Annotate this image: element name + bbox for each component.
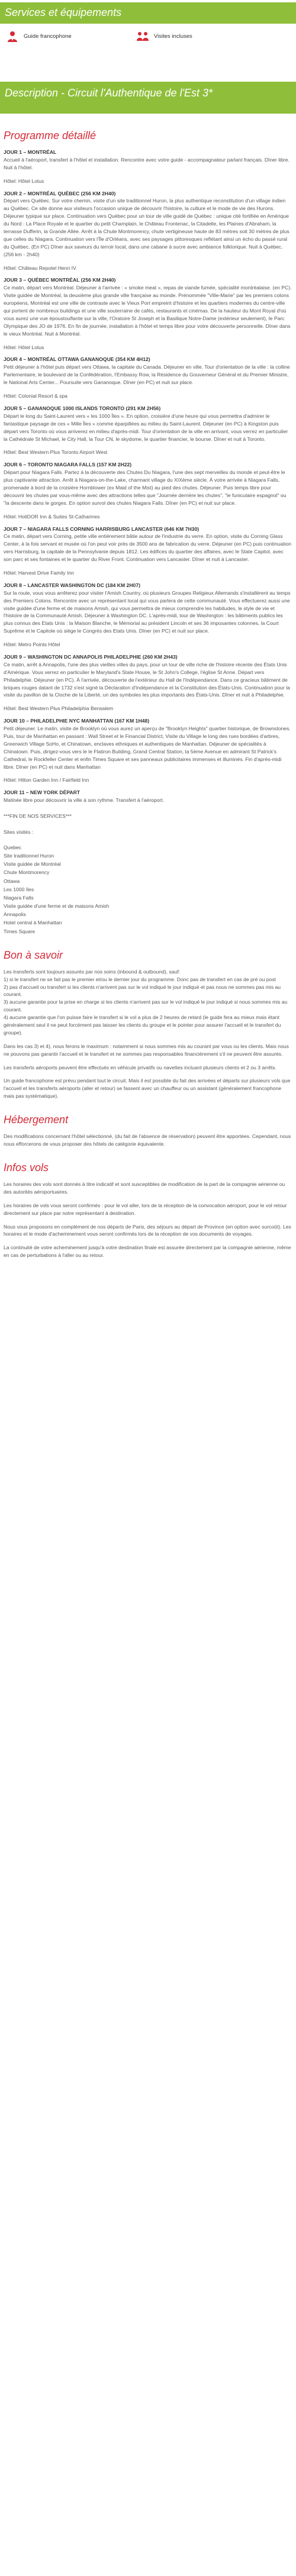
infos-vols-paragraph: Les horaires des vols sont donnés à titre indicatif et sont susceptibles de modification de la part de la compagnie aérienne ou des autorités aéroportuaires. [4, 1181, 285, 1195]
infos-vols-title: Infos vols [4, 1161, 49, 1173]
bon-a-savoir-line: 2) pas d'accueil ou transfert si les clients n'arrivent pas sur le vol indiqué le jour indiqué et pas nous ne sommes pas mis au courant. [4, 984, 281, 998]
day-title: JOUR 10 – PHILADELPHIE NYC MANHATTAN (167 KM 1H48) [4, 718, 150, 724]
bon-a-savoir-paragraph [4, 968, 292, 1037]
site-item: Times Square [4, 928, 36, 934]
site-item: Hotel central à Manhattan [4, 920, 62, 926]
features-row [0, 25, 296, 49]
infos-vols-paragraph: Nous vous proposons en complément de nos départs de Paris, des séjours au départ de Province (en option avec surcoût). Les horaires et le mode d'acheminement vous seront confirmés lors de la réception de vos documents de voyages. [4, 1223, 291, 1237]
day-text: Sur la route, vous vous arrêterez pour visiter l'Amish Country, où plusieurs Groupes Religieux Allemands s'installèrent au temps des Premiers Colons. Rencontre avec un représentant local qui vous parlera de cette communauté. Vous effectuerez aussi une visite guidée d'une ferme et de maisons Amish, qui vous permettra de mieux comprendre les habitudes, le style de vie et l'histoire de la Communauté Amish. Déjeuner à Washington DC. L'après-midi, tour de Washington : les bâtiments publics les plus connus des Etats Unis : la Maison Blanche, le Mémorial au président Lincoln et ses 36 imposantes colonnes, la Court Suprême et le Capitole où siège le Congrès des Etats Unis. Dîner (en PC) et nuit sur place. [4, 589, 291, 634]
day-text: Accueil à l'aéroport, transfert à l'hôtel et installation. Rencontre avec votre guide - accompagnateur parlant français. Dîner libre. Nuit à l'hôtel. [4, 156, 289, 170]
day-text: Petit déjeuner. Le matin, visite de Brooklyn où vous aurez un aperçu de "Brooklyn Heights" quartier historique, de Brownstones. Puis, tour de Manhattan en passant : Wall Street et le Financial District, Visite du Village le long des rues bordées d'arbres, Greenwich Village SoHo, et Chinatown, enclaves ethniques et authentiques de Manhattan. Déjeuner de spécialités à Chinatown. Puis, dirigez-vous vers le le Flatiron Building, Grand Central Station, la 5ème Avenue en admirant St Patrick's Cathedral, le Rockfeller Center et enfin Times Square et ses panneaux publicitaires immenses et illuminés. Fin d'après-midi libre. Dîner (en PC) et nuit dans Manhattan [4, 726, 291, 770]
site-item: Quebec [4, 844, 22, 850]
day-text: Ce matin, arrêt à Annapolis, l'une des plus vieilles villes du pays, pour un tour de ville riche de l'histoire récente des États Unis d'Amérique. Vous verrez en particulier le Maryland's State House, le St John's College, l'église St Anne. Départ vers Philadelphie. Déjeuner (en PC). À l'arrivée, découverte de l'extérieur du Hall de l'Indépendance. Dans ce gracieux bâtiment de briques rouges datant de 1732 s'est signé la Déclaration d'Indépendance et la Constitution des États-Unis. Continuation pour la visite du pavillon de la Cloche de la Liberté, un des symboles les plus importants des États-Unis. Dîner et nuit à Philadelphie. [4, 661, 290, 698]
sites-list [4, 843, 292, 936]
infos-vols-paragraph: La continuité de votre acheminement jusqu'à votre destination finale est assurée directement par la compagnie aérienne, même en cas de perturbations à l'aller ou au retour. [4, 1245, 291, 1259]
bon-a-savoir-paragraph [4, 1064, 292, 1072]
site-item: Chute Montmorency [4, 869, 50, 876]
day-text: Ce matin, départ vers Corning, petite ville entièrement bâtie autour de l'industrie du verre. En option, visite du Corning Glass Center, à la fois servant et musée où l'on peut voir près de 3500 ans de fabrication du verre. Déjeuner (en PC) puis continuation vers Harrisburg, la capitale de la Pennsylvanie depuis 1812. Les édifices du quartier des affaires, avec le State Capitol, avec son parc et ses fontaines et le quartier du River Front. Continuation vers Lancaster. Dîner et nuit à Lancaster. [4, 533, 292, 563]
program-title: Programme détaillé [4, 130, 96, 141]
infos-vols-body [4, 1181, 292, 1259]
site-item: Ottawa [4, 878, 20, 884]
day-hotel: Hôtel: Best Western Plus Philadelphia Bensalem [4, 705, 114, 712]
content [0, 128, 296, 1259]
day-hotel: Hôtel: HoliDOR Inn & Suites St-Catharines [4, 513, 100, 520]
day-title: JOUR 2 – MONTRÉAL QUÉBEC (256 KM 2H40) [4, 190, 116, 196]
day-section [4, 525, 292, 577]
day-text: Ce matin, départ vers Montréal. Déjeuner à l'arrivée : « smoke meat », repas de viande fumée, spécialité montréalaise. (en PC). Visite guidée de Montréal, la deuxième plus grande ville française au monde. Prénommée "Ville-Marie" par les premiers colons européens, Montréal est une ville de contraste avec le Vieux Port empreint d'histoire et les quartiers modernes du centre-ville qui portent de nombreux buildings et une ville souterraine de cafés, restaurants et cinémas. De la hauteur du Mont Royal d'où vous aurez une vue époustouflante sur la ville, l'Oratoire St Joseph et la Basilique Notre-Dame (extérieur seulement), le Parc Olympique des JO de 1976. En fin de journée, installation à l'hôtel et temps libre pour votre découverte personnelle. Dîner dans le vieux Montréal. Nuit à Montréal. [4, 285, 292, 337]
description-banner [0, 82, 296, 114]
day-title: JOUR 6 – TORONTO NIAGARA FALLS (157 KM 2H22) [4, 462, 132, 468]
bon-a-savoir-line: Les transferts sont toujours assurés par nos soins (inbound & outbound), sauf: [4, 968, 181, 975]
day-hotel: Hôtel: Harvest Drive Family Inn [4, 569, 74, 576]
bon-a-savoir-line: Un guide francophone est prévu pendant tout le circuit. Mais il est possible du fait des arrivées et départs sur plusieurs vols que l'accueil et les transferts aéroports (aller et retour) se fassent avec un chauffeur ou un assistant (généralement francophone mais pas systématique). [4, 1078, 291, 1100]
day-hotel: Hôtel: Hôtel Lotus [4, 178, 44, 184]
day-hotel: Hôtel: Metro Points Hôtel [4, 641, 60, 648]
description-title: Description - Circuit l'Authentique de l'Est 3* [5, 87, 213, 99]
feature-guide [6, 30, 124, 43]
page [0, 0, 296, 1259]
day-section [4, 276, 292, 351]
day-title: JOUR 3 – QUÉBEC MONTRÉAL (256 KM 2H40) [4, 277, 116, 283]
hebergement-text: Des modifications concernant l'hôtel sélectionné, (du fait de l'absence de réservation) peuvent être apportées. Cependant, nous nous efforcerons de vous proposer des hôtels de catégorie équivalente. [4, 1133, 291, 1147]
site-item: Niagara Falls [4, 894, 34, 901]
bon-a-savoir-line: Les transferts aéroports peuvent être effectués en véhicule privatifs ou navettes incluant plusieurs clients et 2 ou 3 arrêts. [4, 1064, 276, 1071]
day-title: JOUR 8 – LANCASTER WASHINGTON DC (184 KM 2H07) [4, 582, 140, 588]
day-hotel: Hôtel: Château Repotel Henri IV [4, 265, 76, 271]
site-item: Visite guidée de Montréal [4, 861, 61, 868]
day-text: Départ vers Québec. Sur votre chemin, visite d'un site traditionnel Huron, la plus authentique reconstitution d'un village indien au Québec. Ce site donne aux visiteurs l'occasion unique de découvrir l'histoire, la culture et le mode de vie des Hurons. Déjeuner typique sur place. Continuation vers Québec pour un tour de ville guidé de Québec : unique cité fortifiée en Amérique du Nord : La Place Royale et le quartier du petit Champlain, le Château Frontenac, la Citadelle, les Plaines d'Abraham, la terrasse Dufferin, la Grande Allée. Arrêt à la Chute Montmorency, chute vertigineuse haute de 83 mètres soit 30 mètres de plus que celles du Niagara. Continuation vers l'Île d'Orléans, avec ses paysages pittoresques reflétant ainsi un écho du passé rural du Québec. (En PC) Dîner aux saveurs du terroir local, dans une cabane à sucre avec ambiance folklorique. Nuit à Québec. (256 km - 2h40) [4, 198, 289, 257]
bon-a-savoir-line: 3) aucune garantie pour la prise en charge si les clients n'arrivent pas sur le vol indiqué le jour indiqué si nous sommes mis au courant. [4, 999, 288, 1013]
bon-a-savoir-line: 4) aucune garantie que l'on puisse faire le transfert si le vol a plus de 2 heures de retard (le guide fera au mieux mais étant généralement seul il ne peut forcément pas laisser les clients du groupe et le pointer pour assurer l'accueil et le transfert du groupe). [4, 1014, 281, 1036]
day-text: Petit déjeuner à l'hôtel puis départ vers Ottawa, la capitale du Canada. Déjeuner en ville. Tour d'orientation de la ville : la colline Parlementaire, le boulevard de la Confédération, l'Embassy Row, la Résidence du Gouverneur Général et du Premier Ministre, le National Arts Center... Poursuite vers Gananoque. Dîner (en PC) et nuit sur place. [4, 364, 290, 386]
feature-visits-label: Visites incluses [154, 33, 192, 40]
day-text: Matinée libre pour découvrir la ville à son rythme. Transfert à l'aéroport. [4, 797, 165, 804]
feature-visits [136, 30, 255, 43]
day-title: JOUR 5 – GANANOQUE 1000 ISLANDS TORONTO (291 KM 2H56) [4, 405, 161, 411]
bon-a-savoir-line: Dans les cas 3) et 4), nous ferons le maximum : notamment si nous sommes mis au courant par vous ou les clients. Mais nous ne pouvons pas garantir l'accueil et le transfert et ne sommes pas responsables financièrement s'il ne peuvent être assurés. [4, 1043, 289, 1057]
day-hotel: Hôtel: Hilton Garden Inn / Fairfield Inn [4, 777, 89, 784]
services-banner [0, 2, 296, 24]
bon-a-savoir-paragraph [4, 1043, 292, 1058]
bon-a-savoir-line: 1) si le transfert ne se fait pas le premier et/ou le dernier jour du programme. Donc pas de transfert en cas de pré ou post [4, 976, 276, 982]
site-item: Visite guidée d'une ferme et de maisons Amish [4, 903, 110, 910]
day-title: JOUR 9 – WASHINGTON DC ANNAPOLIS PHILADELPHIE (260 KM 2H43) [4, 653, 178, 660]
day-hotel: Hôtel: Best Western Plus Toronto Airport West [4, 449, 108, 456]
day-section [4, 789, 292, 804]
day-section [4, 356, 292, 399]
guide-icon [6, 30, 19, 43]
day-section [4, 149, 292, 185]
infos-vols-paragraph: Les horaires de vols vous seront confirmés : pour le vol aller, lors de la réception de la convocation aéroport, pour le vol retour directement sur place par notre représentant à destination. [4, 1202, 287, 1216]
day-section [4, 582, 292, 649]
day-text: Départ pour Niagara Falls. Partez à la découverte des Chutes Du Niagara, l'une des sept merveilles du monde et peut-être le plus captivante attraction. Arrêt à Niagara-on-the-Lake, charmant village du XIXème siècle. À votre arrivée à Niagara Falls, promenade à bord de la croisière Hornblower (ex Maid of the Mist) au pied des chutes. Déjeuner. Puis temps libre pour découvrir les chutes par vous-même avec des attractions telles que "Journée derrière les chutes", "le funiculaire espagnol" ou "la descente dans le gorges. En option survol des chutes Niagara Falls. Dîner (en PC) et nuit sur place. [4, 469, 287, 506]
day-hotel: Hôtel: Colonial Resort & spa [4, 393, 67, 399]
day-title: JOUR 4 – MONTRÉAL OTTAWA GANANOQUE (354 KM 4H12) [4, 356, 150, 363]
day-section [4, 190, 292, 272]
bon-a-savoir-paragraph [4, 1077, 292, 1100]
day-section [4, 405, 292, 456]
site-item: Les 1000 îles [4, 886, 34, 892]
feature-guide-label: Guide francophone [24, 33, 72, 40]
days-list [4, 149, 292, 804]
services-title: Services et équipements [5, 7, 122, 18]
visit-icon [136, 30, 149, 43]
day-title: JOUR 11 – NEW YORK DÉPART [4, 789, 81, 796]
bon-a-savoir-body [4, 968, 292, 1100]
day-text: Départ le long du Saint-Laurent vers « les 1000 Îles ». En option, croisière d'une heure qui vous permettra d'admirer le fantastique paysage de ces « Mille Îles » comme éparpillées au milieu du Saint-Laurent. Déjeuner (en PC) à Kingston puis départ vers Toronto où vous arriverez en milieu d'après-midi. Tour d'orientation de la ville en arrivant, vous verrez en particulier la Cathédrale St Michael, le City Hall, la Tour CN, le skydome, le quartier financier, le bourse. Dîner et nuit à Toronto. [4, 412, 288, 442]
day-title: JOUR 1 – MONTRÉAL [4, 149, 57, 155]
site-item: Annapolis [4, 911, 26, 918]
day-section [4, 653, 292, 712]
day-hotel: Hôtel: Hôtel Lotus [4, 344, 44, 350]
hebergement-title: Hébergement [4, 1114, 69, 1126]
end-note: ***FIN DE NOS SERVICES*** [4, 813, 72, 820]
bon-a-savoir-title: Bon à savoir [4, 949, 63, 961]
day-section [4, 461, 292, 520]
day-section [4, 717, 292, 784]
sites-label: Sites visités : [4, 829, 34, 836]
site-item: Site traditionnel Huron [4, 853, 54, 859]
day-title: JOUR 7 – NIAGARA FALLS CORNING HARRISBURG LANCASTER (646 KM 7H30) [4, 525, 200, 532]
